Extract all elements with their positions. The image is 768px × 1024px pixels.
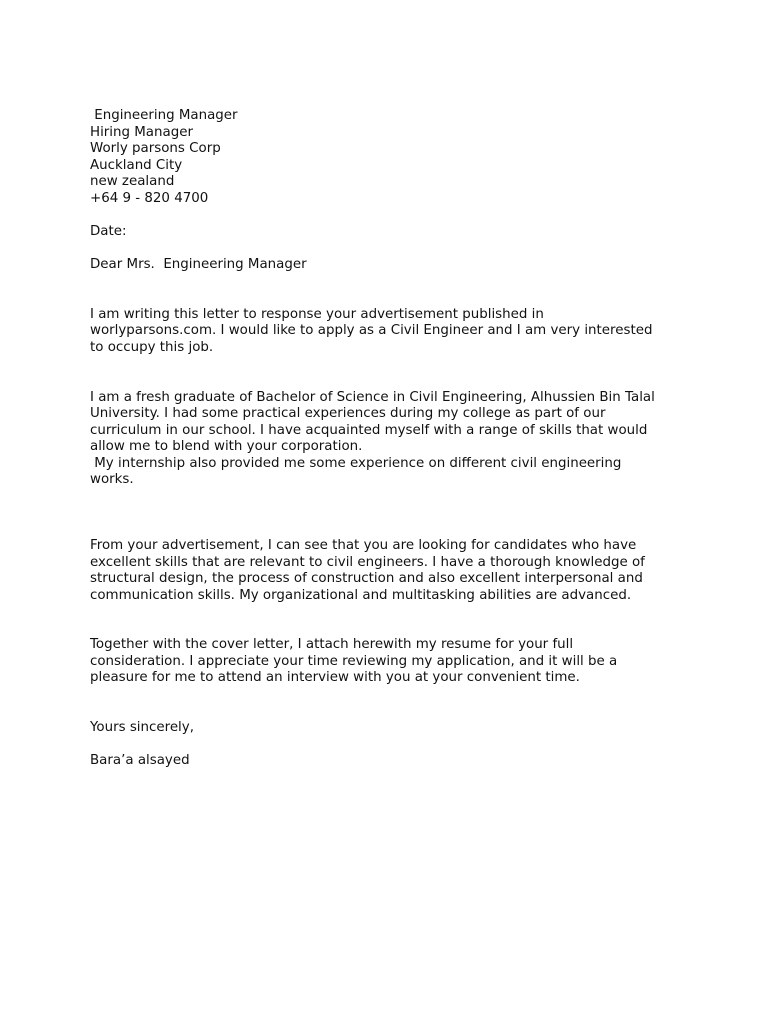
signature-name: Bara’a alsayed (90, 753, 190, 768)
paragraph-line: works. (90, 472, 134, 487)
paragraph-line: structural design, the process of construction and also excellent interpersonal and (90, 571, 643, 586)
recipient-title: Engineering Manager (90, 108, 238, 123)
recipient-phone: +64 9 - 820 4700 (90, 191, 209, 206)
paragraph-line: I am writing this letter to response your advertisement published in (90, 307, 544, 322)
recipient-role: Hiring Manager (90, 125, 193, 140)
paragraph-line: allow me to blend with your corporation. (90, 439, 363, 454)
recipient-company: Worly parsons Corp (90, 141, 221, 156)
paragraph-line: consideration. I appreciate your time reviewing my application, and it will be a (90, 654, 618, 669)
salutation: Dear Mrs. Engineering Manager (90, 257, 307, 272)
paragraph-line: worlyparsons.com. I would like to apply as a Civil Engineer and I am very interested (90, 323, 653, 338)
paragraph-line: My internship also provided me some experience on different civil engineering (90, 456, 622, 471)
recipient-country: new zealand (90, 174, 175, 189)
paragraph-line: curriculum in our school. I have acquainted myself with a range of skills that would (90, 423, 648, 438)
paragraph-line: University. I had some practical experiences during my college as part of our (90, 406, 606, 421)
paragraph-line: From your advertisement, I can see that you are looking for candidates who have (90, 538, 637, 553)
paragraph-line: to occupy this job. (90, 340, 214, 355)
paragraph-line: Together with the cover letter, I attach herewith my resume for your full (90, 637, 574, 652)
paragraph-line: excellent skills that are relevant to civil engineers. I have a thorough knowledge of (90, 555, 645, 570)
recipient-city: Auckland City (90, 158, 183, 173)
date-label: Date: (90, 224, 127, 239)
paragraph-line: I am a fresh graduate of Bachelor of Science in Civil Engineering, Alhussien Bin Talal (90, 390, 655, 405)
paragraph-line: communication skills. My organizational and multitasking abilities are advanced. (90, 588, 632, 603)
paragraph-line: pleasure for me to attend an interview with you at your convenient time. (90, 670, 580, 685)
closing: Yours sincerely, (90, 720, 194, 735)
